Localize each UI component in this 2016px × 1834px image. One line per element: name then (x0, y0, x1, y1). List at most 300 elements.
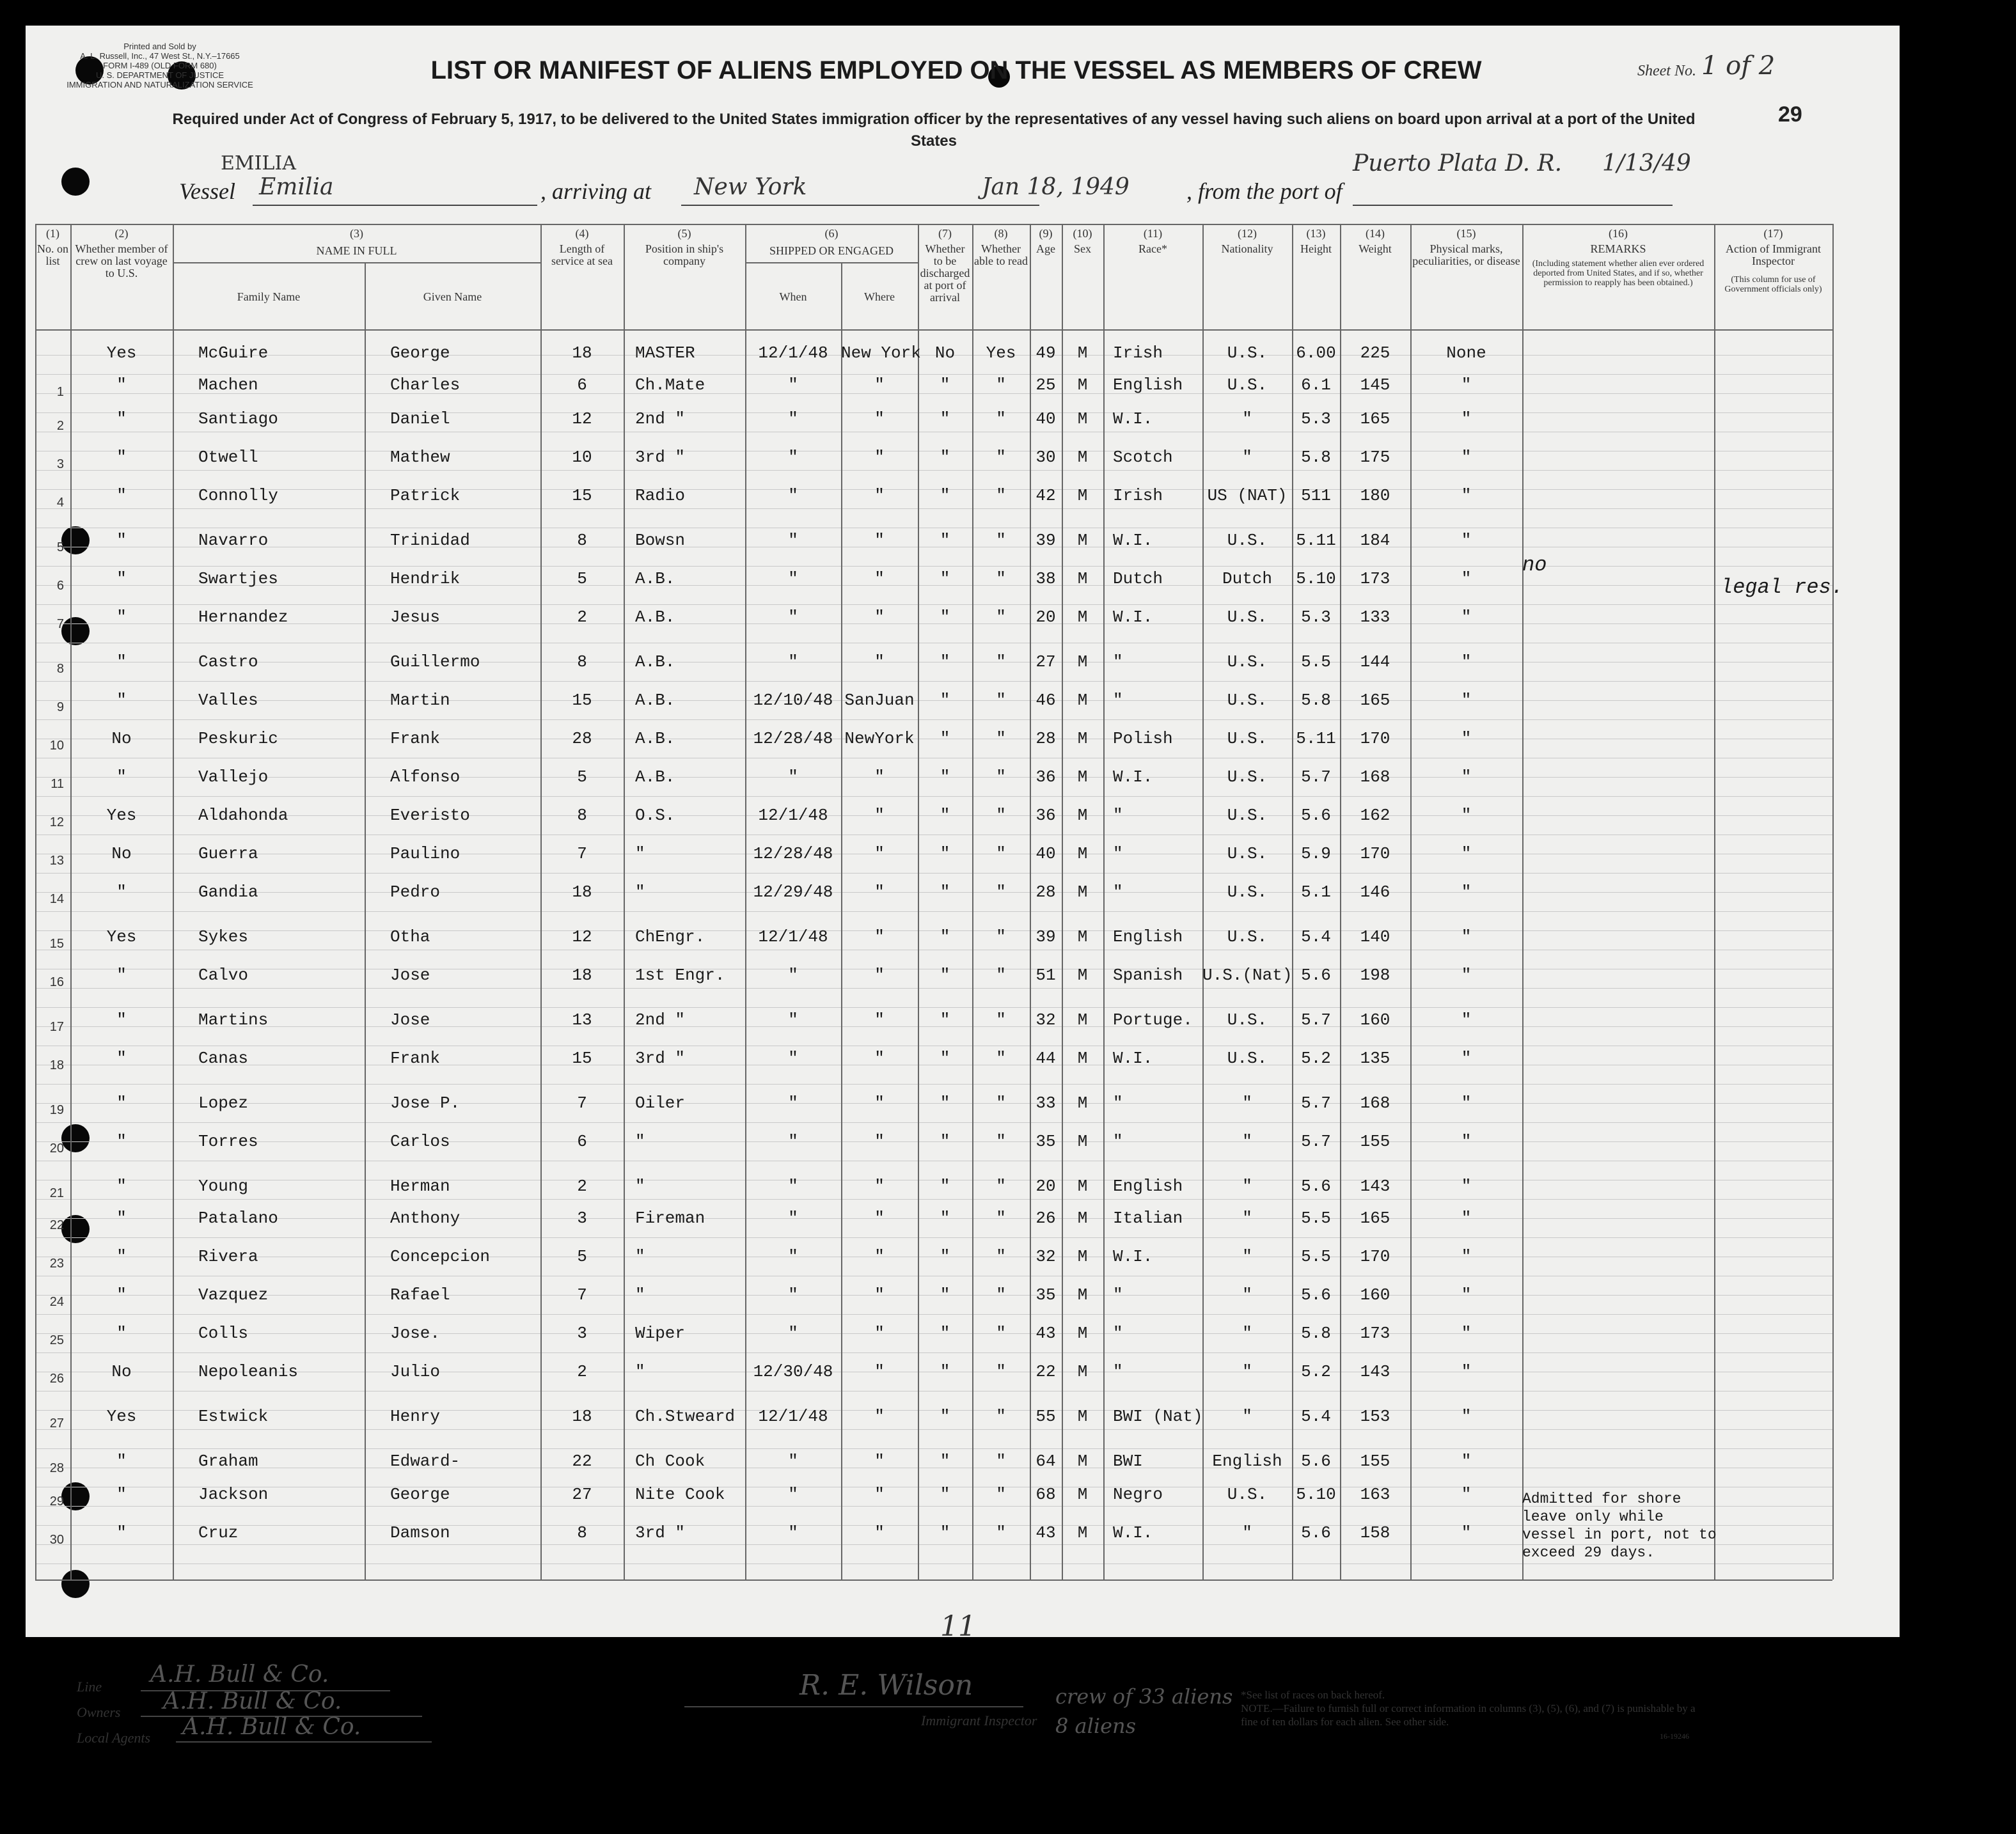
cell-disch: " (940, 1485, 950, 1504)
cell-height: 5.10 (1296, 1485, 1336, 1504)
cell-weight: 133 (1360, 607, 1390, 627)
cell-prev: " (116, 1209, 127, 1228)
row-number: 2 (56, 419, 64, 433)
cell-family: Gandia (198, 882, 258, 902)
cell-age: 39 (1036, 531, 1056, 550)
cell-marks: " (1461, 409, 1472, 428)
row-number: 6 (56, 579, 64, 593)
cell-service: 12 (572, 409, 592, 428)
cell-nat: U.S. (1227, 1010, 1268, 1030)
cell-race: " (1113, 844, 1123, 863)
cell-sex: M (1077, 569, 1088, 588)
cell-marks: " (1461, 1247, 1472, 1266)
row-number: 10 (49, 739, 64, 753)
cell-position: " (635, 1247, 645, 1266)
column-header: Whether member of crew on last voyage to U.S. (75, 242, 168, 279)
cell-sex: M (1077, 1285, 1088, 1305)
cell-weight: 175 (1360, 448, 1390, 467)
cell-race: English (1113, 375, 1183, 395)
cell-given: Pedro (390, 882, 441, 902)
cell-prev: " (116, 409, 127, 428)
cell-disch: " (940, 1247, 950, 1266)
cell-read: " (996, 375, 1006, 395)
cell-race: Polish (1113, 729, 1173, 748)
cell-age: 27 (1036, 652, 1056, 671)
row-number: 20 (49, 1141, 64, 1156)
column-number: (4) (575, 227, 589, 240)
cell-disch: " (940, 1362, 950, 1381)
column-number: (3) (350, 227, 363, 240)
cell-sex: M (1077, 1132, 1088, 1151)
cell-height: 5.8 (1301, 448, 1331, 467)
cell-given: Patrick (390, 486, 461, 505)
cell-marks: " (1461, 1010, 1472, 1030)
cell-service: 13 (572, 1010, 592, 1030)
row-number: 21 (49, 1186, 64, 1200)
cell-age: 55 (1036, 1407, 1056, 1426)
cell-marks: " (1461, 486, 1472, 505)
row-number: 8 (56, 662, 64, 676)
cell-service: 2 (577, 1177, 587, 1196)
cell-weight: 184 (1360, 531, 1390, 550)
cell-service: 8 (577, 1523, 587, 1542)
row-number: 30 (49, 1533, 64, 1547)
cell-when: " (788, 1452, 798, 1471)
cell-marks: " (1461, 607, 1472, 627)
cell-read: " (996, 844, 1006, 863)
cell-family: Graham (198, 1452, 258, 1471)
cell-prev: " (116, 966, 127, 985)
cell-sex: M (1077, 1362, 1088, 1381)
cell-family: Lopez (198, 1093, 249, 1113)
cell-service: 8 (577, 531, 587, 550)
cell-height: 6.00 (1296, 343, 1336, 363)
row-number: 22 (49, 1218, 64, 1232)
cell-read: " (996, 1093, 1006, 1113)
cell-marks: " (1461, 1407, 1472, 1426)
cell-marks: " (1461, 927, 1472, 946)
cell-weight: 165 (1360, 1209, 1390, 1228)
cell-weight: 143 (1360, 1177, 1390, 1196)
cell-read: " (996, 767, 1006, 787)
cell-prev: " (116, 1010, 127, 1030)
cell-given: Herman (390, 1177, 450, 1196)
cell-given: Everisto (390, 806, 470, 825)
cell-disch: " (940, 1324, 950, 1343)
cell-given: Otha (390, 927, 430, 946)
cell-marks: " (1461, 1177, 1472, 1196)
cell-nat: U.S. (1227, 607, 1268, 627)
cell-when: 12/28/48 (753, 729, 833, 748)
cell-age: 43 (1036, 1523, 1056, 1542)
cell-service: 12 (572, 927, 592, 946)
cell-position: A.B. (635, 691, 675, 710)
cell-position: " (635, 844, 645, 863)
cell-race: " (1113, 1093, 1123, 1113)
cell-prev: " (116, 882, 127, 902)
cell-read: " (996, 1177, 1006, 1196)
cell-weight: 170 (1360, 1247, 1390, 1266)
cell-given: Daniel (390, 409, 450, 428)
cell-height: 5.7 (1301, 1132, 1331, 1151)
cell-position: Ch Cook (635, 1452, 705, 1471)
cell-nat: " (1242, 409, 1252, 428)
cell-position: Fireman (635, 1209, 705, 1228)
cell-where: New York (841, 343, 921, 363)
cell-prev: " (116, 569, 127, 588)
cell-family: Young (198, 1177, 249, 1196)
cell-position: 3rd " (635, 448, 686, 467)
cell-height: 5.6 (1301, 1523, 1331, 1542)
cell-height: 5.4 (1301, 1407, 1331, 1426)
cell-age: 35 (1036, 1285, 1056, 1305)
cell-prev: " (116, 448, 127, 467)
cell-height: 5.2 (1301, 1049, 1331, 1068)
crew-table (35, 195, 1832, 1631)
column-subheader: When (779, 290, 807, 303)
cell-service: 15 (572, 1049, 592, 1068)
cell-disch: " (940, 652, 950, 671)
cell-service: 18 (572, 343, 592, 363)
cell-when: " (788, 1049, 798, 1068)
cell-sex: M (1077, 486, 1088, 505)
column-header: SHIPPED OR ENGAGED (769, 244, 894, 257)
row-number: 19 (49, 1103, 64, 1117)
column-header: Nationality (1221, 242, 1273, 255)
cell-prev: " (116, 652, 127, 671)
cell-service: 15 (572, 486, 592, 505)
cell-sex: M (1077, 1049, 1088, 1068)
column-header: Age (1036, 242, 1055, 255)
cell-weight: 173 (1360, 1324, 1390, 1343)
cell-where: " (874, 1407, 885, 1426)
cell-race: W.I. (1113, 767, 1153, 787)
cell-when: " (788, 1523, 798, 1542)
cell-when: " (788, 1093, 798, 1113)
cell-read: " (996, 882, 1006, 902)
cell-height: 5.5 (1301, 1247, 1331, 1266)
cell-read: " (996, 966, 1006, 985)
cell-when: " (788, 607, 798, 627)
cell-given: Guillermo (390, 652, 480, 671)
cell-service: 15 (572, 691, 592, 710)
cell-position: MASTER (635, 343, 695, 363)
cell-when: " (788, 569, 798, 588)
cell-read: " (996, 409, 1006, 428)
cell-sex: M (1077, 729, 1088, 748)
cell-weight: 143 (1360, 1362, 1390, 1381)
cell-race: " (1113, 1362, 1123, 1381)
sheet-number-value: 1 of 2 (1701, 51, 1776, 81)
cell-family: Valles (198, 691, 258, 710)
column-header: Race* (1138, 242, 1167, 255)
cell-race: W.I. (1113, 409, 1153, 428)
cell-disch: " (940, 1285, 950, 1305)
cell-race: W.I. (1113, 1523, 1153, 1542)
cell-nat: U.S. (1227, 844, 1268, 863)
cell-family: Machen (198, 375, 258, 395)
remark-row-6: no (1522, 553, 1547, 577)
cell-marks: " (1461, 767, 1472, 787)
cell-race: English (1113, 1177, 1183, 1196)
cell-marks: None (1446, 343, 1486, 363)
cell-weight: 170 (1360, 729, 1390, 748)
cell-service: 22 (572, 1452, 592, 1471)
column-number: (12) (1238, 227, 1257, 240)
cell-height: 5.5 (1301, 652, 1331, 671)
cell-disch: " (940, 691, 950, 710)
cell-age: 46 (1036, 691, 1056, 710)
cell-position: Oiler (635, 1093, 686, 1113)
cell-family: Castro (198, 652, 258, 671)
from-port-label: , from the port of (1186, 178, 1343, 204)
column-header: REMARKS (1590, 242, 1646, 255)
column-number: (17) (1763, 227, 1783, 240)
cell-height: 5.7 (1301, 1010, 1331, 1030)
cell-race: Negro (1113, 1485, 1163, 1504)
cell-when: " (788, 1485, 798, 1504)
cell-family: McGuire (198, 343, 269, 363)
cell-position: 3rd " (635, 1523, 686, 1542)
cell-marks: " (1461, 1324, 1472, 1343)
cell-marks: " (1461, 1485, 1472, 1504)
row-number: 16 (49, 975, 64, 989)
cell-marks: " (1461, 966, 1472, 985)
cell-read: " (996, 531, 1006, 550)
cell-when: " (788, 375, 798, 395)
cell-race: " (1113, 806, 1123, 825)
page-number: 29 (1778, 102, 1802, 127)
cell-height: 5.8 (1301, 1324, 1331, 1343)
cell-nat: U.S. (1227, 375, 1268, 395)
cell-race: Dutch (1113, 569, 1163, 588)
cell-disch: " (940, 1452, 950, 1471)
cell-disch: " (940, 1010, 950, 1030)
cell-position: A.B. (635, 767, 675, 787)
cell-read: " (996, 1132, 1006, 1151)
cell-disch: " (940, 531, 950, 550)
column-header: Position in ship's company (645, 242, 724, 267)
cell-family: Rivera (198, 1247, 258, 1266)
cell-disch: " (940, 806, 950, 825)
cell-service: 7 (577, 844, 587, 863)
cell-service: 28 (572, 729, 592, 748)
cell-given: Edward- (390, 1452, 461, 1471)
footnotes (1241, 1688, 1714, 1728)
cell-family: Aldahonda (198, 806, 288, 825)
cell-race: Irish (1113, 486, 1163, 505)
cell-marks: " (1461, 531, 1472, 550)
column-number: (2) (114, 227, 129, 240)
cell-weight: 160 (1360, 1010, 1390, 1030)
cell-where: " (874, 1452, 885, 1471)
cell-height: 5.4 (1301, 927, 1331, 946)
cell-race: " (1113, 1285, 1123, 1305)
cell-marks: " (1461, 882, 1472, 902)
column-number: (6) (824, 227, 839, 240)
cell-read: " (996, 1010, 1006, 1030)
cell-when: 12/30/48 (753, 1362, 833, 1381)
cell-service: 18 (572, 882, 592, 902)
column-number: (9) (1039, 227, 1053, 240)
cell-nat: " (1242, 1177, 1252, 1196)
cell-age: 51 (1036, 966, 1056, 985)
cell-where: " (874, 607, 885, 627)
cell-height: 5.5 (1301, 1209, 1331, 1228)
cell-position: Ch.Mate (635, 375, 705, 395)
row-number: 7 (56, 617, 64, 631)
cell-prev: " (116, 1093, 127, 1113)
row-number: 15 (49, 937, 64, 951)
cell-weight: 155 (1360, 1132, 1390, 1151)
cell-prev: No (111, 844, 132, 863)
cell-sex: M (1077, 767, 1088, 787)
cell-age: 25 (1036, 375, 1056, 395)
cell-position: Wiper (635, 1324, 686, 1343)
cell-marks: " (1461, 448, 1472, 467)
cell-disch: " (940, 767, 950, 787)
cell-prev: " (116, 1485, 127, 1504)
cell-given: Alfonso (390, 767, 461, 787)
cell-disch: " (940, 486, 950, 505)
column-header: Action of Immigrant Inspector (1726, 242, 1821, 267)
cell-read: " (996, 729, 1006, 748)
cell-sex: M (1077, 882, 1088, 902)
cell-where: " (874, 844, 885, 863)
cell-read: " (996, 691, 1006, 710)
row-number: 9 (56, 700, 64, 714)
cell-where: " (874, 1093, 885, 1113)
cell-nat: U.S. (1227, 1485, 1268, 1504)
cell-sex: M (1077, 343, 1088, 363)
cell-prev: " (116, 1285, 127, 1305)
cell-when: 12/28/48 (753, 844, 833, 863)
row-number: 14 (49, 892, 64, 906)
cell-disch: " (940, 1049, 950, 1068)
cell-nat: " (1242, 1247, 1252, 1266)
cell-sex: M (1077, 1407, 1088, 1426)
cell-height: 511 (1301, 486, 1331, 505)
cell-position: " (635, 1362, 645, 1381)
cell-sex: M (1077, 607, 1088, 627)
cell-when: " (788, 448, 798, 467)
cell-where: " (874, 1485, 885, 1504)
cell-service: 3 (577, 1324, 587, 1343)
cell-nat: U.S. (1227, 927, 1268, 946)
cell-marks: " (1461, 1093, 1472, 1113)
cell-position: ChEngr. (635, 927, 705, 946)
cell-sex: M (1077, 531, 1088, 550)
cell-prev: " (116, 1324, 127, 1343)
column-header: Whether able to read (974, 242, 1028, 267)
cell-race: English (1113, 927, 1183, 946)
cell-sex: M (1077, 927, 1088, 946)
column-header: Physical marks, peculiarities, or disease (1412, 242, 1520, 267)
column-header: Length of service at sea (551, 242, 613, 267)
cell-race: " (1113, 1132, 1123, 1151)
cell-prev: No (111, 1362, 132, 1381)
cell-given: Anthony (390, 1209, 461, 1228)
cell-disch: No (934, 343, 956, 363)
cell-weight: 170 (1360, 844, 1390, 863)
cell-given: Jose P. (390, 1093, 461, 1113)
cell-race: BWI (Nat) (1113, 1407, 1203, 1426)
column-header: No. on list (37, 242, 68, 267)
cell-given: Rafael (390, 1285, 450, 1305)
cell-family: Torres (198, 1132, 258, 1151)
cell-service: 18 (572, 1407, 592, 1426)
cell-family: Navarro (198, 531, 269, 550)
form-number: 16-19246 (1660, 1732, 1689, 1741)
cell-read: " (996, 652, 1006, 671)
cell-position: A.B. (635, 729, 675, 748)
cell-age: 20 (1036, 607, 1056, 627)
cell-weight: 225 (1360, 343, 1390, 363)
column-number: (8) (994, 227, 1008, 240)
cell-family: Vazquez (198, 1285, 269, 1305)
cell-prev: Yes (106, 806, 137, 825)
column-number: (11) (1143, 227, 1163, 240)
cell-age: 39 (1036, 927, 1056, 946)
local-agents-label: Local Agents (77, 1730, 151, 1746)
column-header: Sex (1074, 242, 1091, 255)
cell-marks: " (1461, 1362, 1472, 1381)
row-number: 29 (49, 1494, 64, 1509)
cell-weight: 163 (1360, 1485, 1390, 1504)
cell-family: Swartjes (198, 569, 278, 588)
cell-height: 5.8 (1301, 691, 1331, 710)
cell-prev: Yes (106, 343, 137, 363)
cell-age: 35 (1036, 1132, 1056, 1151)
cell-given: Henry (390, 1407, 441, 1426)
cell-given: Julio (390, 1362, 441, 1381)
cell-race: W.I. (1113, 1049, 1153, 1068)
cell-given: George (390, 1485, 450, 1504)
cell-family: Calvo (198, 966, 249, 985)
cell-given: Jesus (390, 607, 441, 627)
column-number: (10) (1073, 227, 1092, 240)
cell-height: 5.10 (1296, 569, 1336, 588)
cell-service: 7 (577, 1285, 587, 1305)
cell-when: " (788, 767, 798, 787)
cell-weight: 198 (1360, 966, 1390, 985)
column-number: (14) (1366, 227, 1385, 240)
cell-service: 5 (577, 1247, 587, 1266)
cell-when: " (788, 409, 798, 428)
cell-service: 3 (577, 1209, 587, 1228)
cell-sex: M (1077, 1452, 1088, 1471)
cell-disch: " (940, 607, 950, 627)
cell-sex: M (1077, 409, 1088, 428)
cell-position: A.B. (635, 652, 675, 671)
cell-weight: 146 (1360, 882, 1390, 902)
cell-read: " (996, 486, 1006, 505)
cell-race: Spanish (1113, 966, 1183, 985)
cell-service: 2 (577, 1362, 587, 1381)
cell-sex: M (1077, 375, 1088, 395)
document-subtitle: Required under Act of Congress of February 5, 1917, to be delivered to the United States immigration officer by the representatives of any vessel having such aliens on board upon arrival at a port of the United States (172, 111, 1696, 150)
cell-prev: " (116, 1049, 127, 1068)
cell-race: Italian (1113, 1209, 1183, 1228)
cell-height: 5.3 (1301, 409, 1331, 428)
cell-nat: U.S. (1227, 652, 1268, 671)
cell-position: " (635, 1177, 645, 1196)
cell-height: 6.1 (1301, 375, 1331, 395)
cell-marks: " (1461, 652, 1472, 671)
cell-position: 1st Engr. (635, 966, 725, 985)
cell-sex: M (1077, 1093, 1088, 1113)
cell-where: " (874, 1285, 885, 1305)
